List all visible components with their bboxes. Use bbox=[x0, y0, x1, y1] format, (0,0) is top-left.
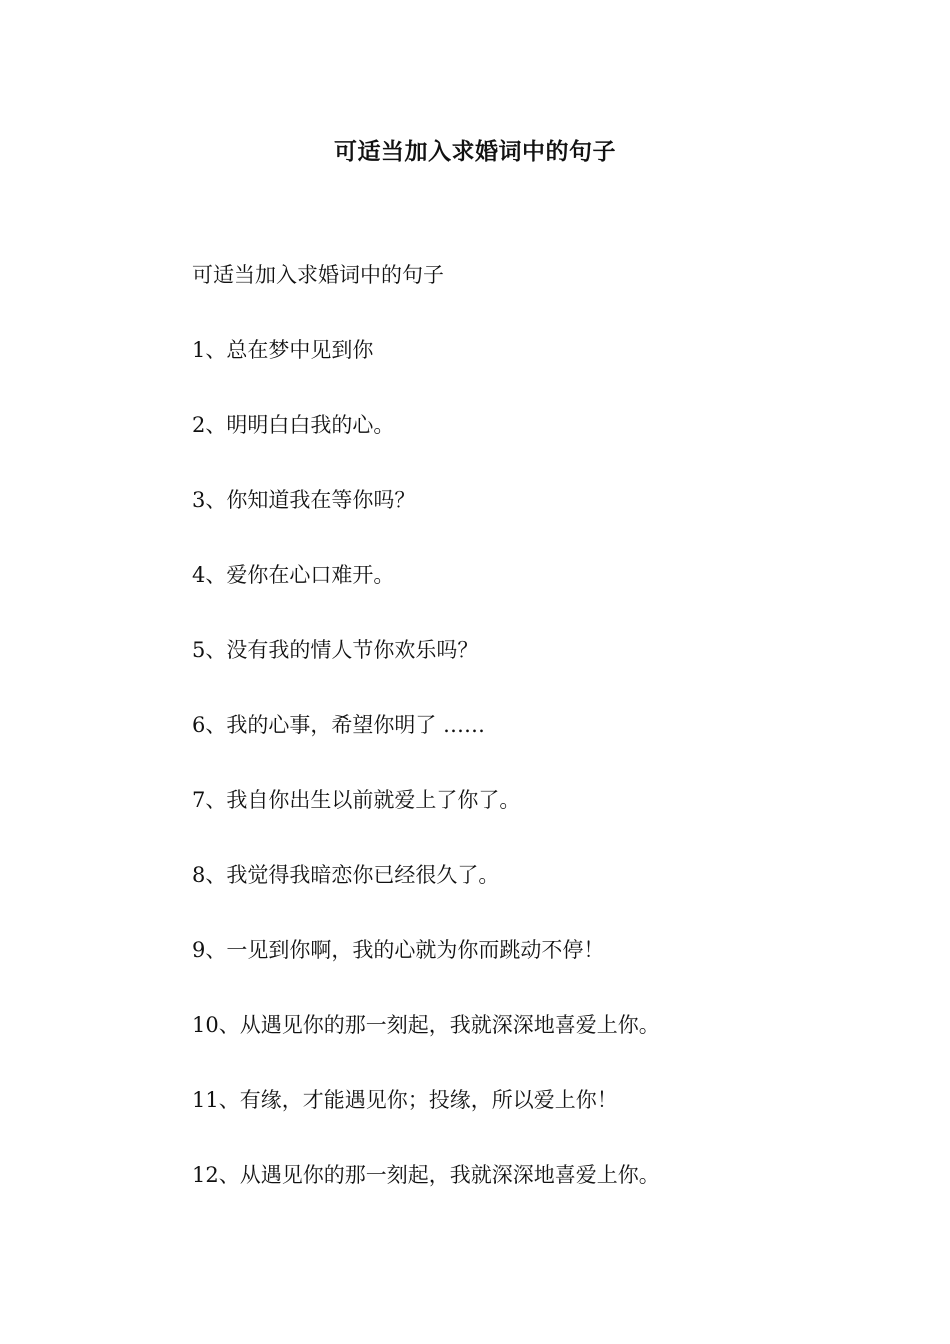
list-item: 11、有缘，才能遇见你；投缘，所以爱上你！ bbox=[192, 1088, 618, 1112]
list-item: 6、我的心事，希望你明了 …… bbox=[192, 713, 486, 737]
list-item: 9、一见到你啊，我的心就为你而跳动不停！ bbox=[192, 938, 605, 962]
list-item: 5、没有我的情人节你欢乐吗？ bbox=[192, 638, 479, 662]
list-item: 1、总在梦中见到你 bbox=[192, 338, 374, 362]
list-item: 4、爱你在心口难开。 bbox=[192, 563, 395, 587]
list-item: 12、从遇见你的那一刻起，我就深深地喜爱上你。 bbox=[192, 1163, 660, 1187]
list-item: 3、你知道我在等你吗？ bbox=[192, 488, 416, 512]
list-item: 2、明明白白我的心。 bbox=[192, 413, 395, 437]
list-item: 7、我自你出生以前就爱上了你了。 bbox=[192, 788, 521, 812]
document-title: 可适当加入求婚词中的句子 bbox=[334, 139, 616, 165]
document-body bbox=[192, 258, 892, 1233]
list-item: 8、我觉得我暗恋你已经很久了。 bbox=[192, 863, 500, 887]
list-item: 10、从遇见你的那一刻起，我就深深地喜爱上你。 bbox=[192, 1013, 660, 1037]
intro-line: 可适当加入求婚词中的句子 bbox=[192, 263, 444, 287]
